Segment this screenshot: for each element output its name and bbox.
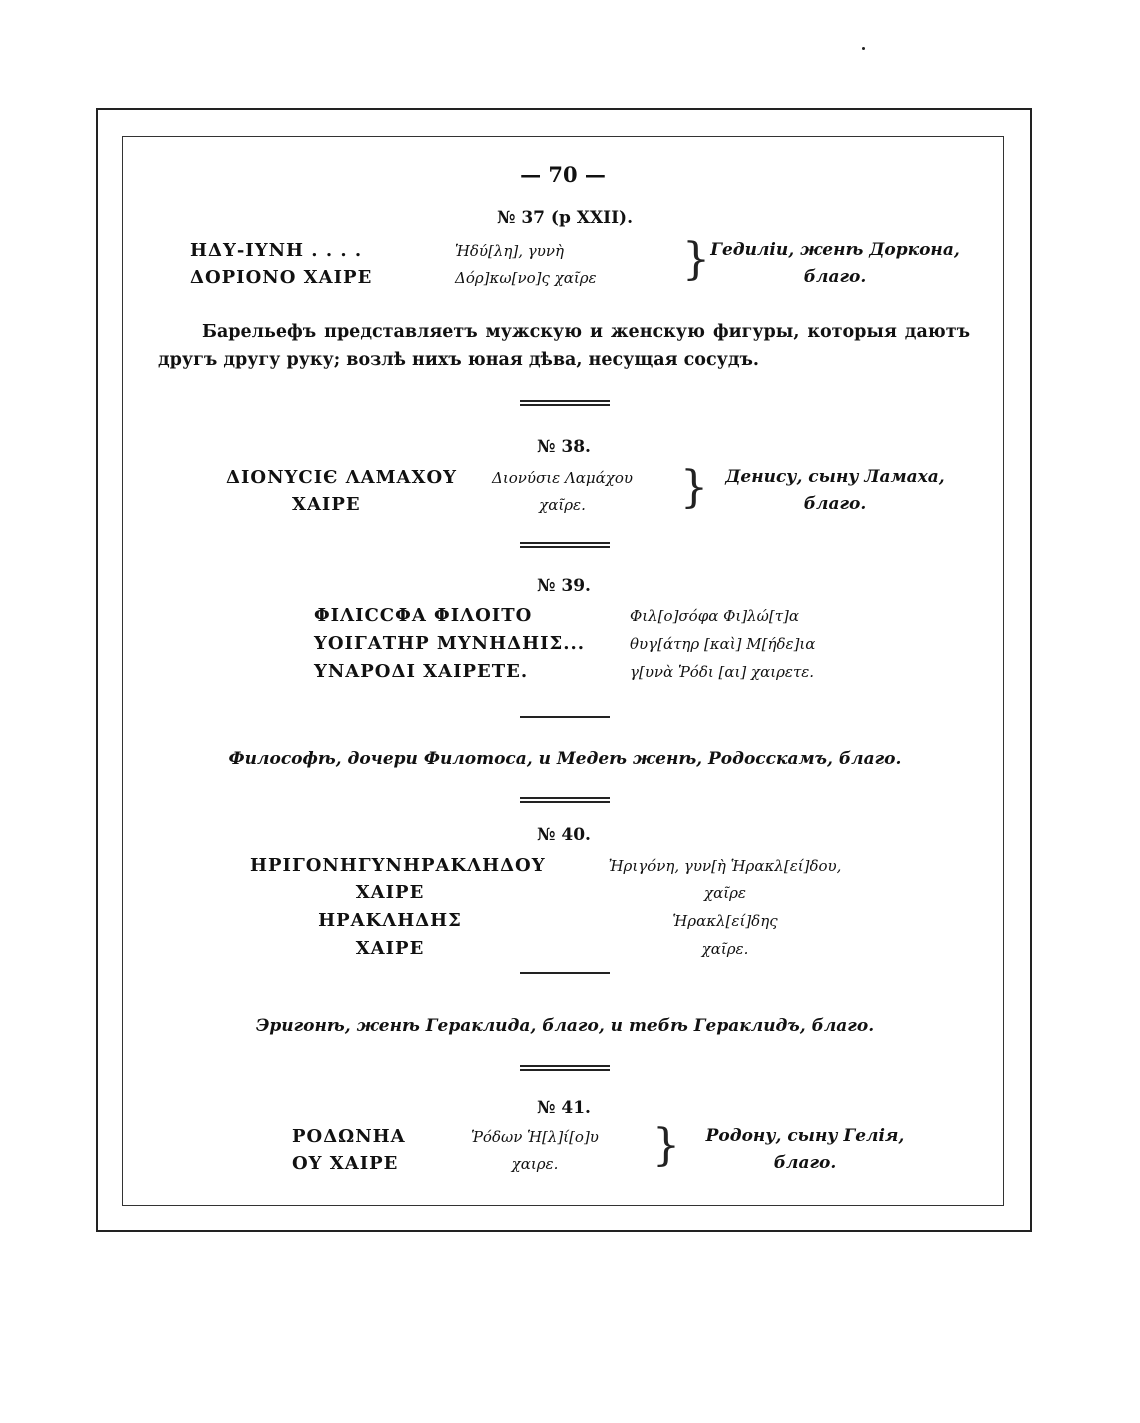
entry-38-inscription-line-2: ΧΑΙΡΕ (292, 494, 361, 515)
entry-40-inscription-line-3: ΗΡΑΚΛΗΔΗΣ (318, 910, 462, 931)
entry-38-brace: } (680, 462, 708, 513)
double-rule-divider (520, 797, 610, 803)
entry-40-translation: Эригонѣ, женѣ Гераклида, благо, и тебѣ Гераклидъ, благо. (255, 1016, 875, 1036)
page-number: — 70 — (520, 162, 606, 187)
stray-mark (862, 47, 865, 50)
entry-39-heading: № 39. (537, 576, 591, 596)
entry-39-inscription-line-2: ΥΟΙΓΑΤΗΡ ΜΥΝΗΔΗΙΣ... (314, 633, 586, 654)
entry-37-inscription-line-1: ΗΔΥ-ΙΥΝΗ . . . . (190, 240, 363, 261)
single-rule-divider (520, 716, 610, 718)
entry-38-transcription-line-2: χαῖρε. (539, 496, 586, 514)
entry-39-transcription-line-3: γ[υνὰ Ῥόδι [αι] χαιρετε. (630, 663, 815, 681)
entry-39-inscription-line-1: ΦΙΛΙCCΦΑ ΦΙΛΟΙΤΟ (314, 605, 533, 626)
entry-41-inscription-line-1: ΡΟΔΩΝΗΑ (292, 1126, 406, 1147)
single-rule-divider (520, 972, 610, 974)
entry-41-translation-line-1: Родону, сыну Гелія, (705, 1126, 905, 1146)
entry-39-translation: Философѣ, дочери Филотоса, и Медеѣ женѣ, Родосскамъ, благо. (228, 749, 902, 769)
entry-41-transcription-line-2: χαιρε. (511, 1155, 559, 1173)
entry-40-inscription-line-4: ΧΑΙΡΕ (355, 938, 425, 959)
entry-37-transcription-line-1: Ἡδύ[λη], γυνὴ (455, 242, 564, 260)
double-rule-divider (520, 400, 610, 406)
entry-40-inscription-line-1: ΗΡΙΓΟΝΗΓΥΝΗΡΑΚΛΗΔΟΥ (250, 855, 546, 876)
entry-37-brace: } (682, 234, 710, 285)
entry-40-heading: № 40. (537, 825, 591, 845)
entry-41-inscription-line-2: ΟΥ ΧΑΙΡΕ (292, 1153, 399, 1174)
entry-37-inscription-line-2: ΔΟΡΙΟΝΟ ΧΑΙΡΕ (190, 267, 373, 288)
entry-41-transcription-line-1: Ῥόδων Ἡ[λ]ί[ο]υ (471, 1128, 599, 1146)
entry-37-transcription-line-2: Δόρ]κω[νο]ς χαῖρε (455, 269, 597, 287)
double-rule-divider (520, 542, 610, 548)
entry-38-heading: № 38. (537, 437, 591, 457)
entry-37-heading: № 37 (р XXII). (496, 208, 634, 228)
entry-37-description: Барельефъ представляетъ мужскую и женскую фигуры, которыя даютъ другъ другу руку; возлѣ нихъ юная дѣва, несущая сосудъ. (158, 322, 970, 370)
entry-40-transcription-line-1: Ἠριγόνη, γυν[ὴ Ἡρακλ[εί]δου, (608, 857, 842, 875)
entry-37-translation-line-2: благо. (803, 267, 867, 287)
entry-39-transcription-line-1: Φιλ[ο]σόφα Φι]λώ[τ]α (630, 607, 799, 625)
entry-40-transcription-line-3: Ἡρακλ[εί]δης (672, 912, 778, 930)
entry-41-heading: № 41. (537, 1098, 591, 1118)
inner-page-frame (122, 136, 1004, 1206)
entry-38-inscription-line-1: ΔΙΟΝΥCΙЄ ΛΑΜΑΧΟΥ (226, 467, 458, 488)
entry-40-inscription-line-2: ΧΑΙΡΕ (355, 882, 425, 903)
entry-39-inscription-line-3: ΥΝΑΡΟΔΙ ΧΑΙΡΕΤΕ. (314, 661, 529, 682)
entry-37-translation-line-1: Гедиліи, женѣ Доркона, (710, 240, 960, 260)
entry-39-transcription-line-2: θυγ[άτηρ [καὶ] Μ[ήδε]ια (630, 635, 816, 653)
entry-38-translation-line-2: благо. (803, 494, 867, 514)
entry-41-brace: } (652, 1120, 680, 1171)
entry-40-transcription-line-4: χαῖρε. (701, 940, 749, 958)
entry-41-translation-line-2: благо. (773, 1153, 837, 1173)
entry-38-translation-line-1: Денису, сыну Ламаха, (725, 467, 945, 487)
double-rule-divider (520, 1065, 610, 1071)
entry-38-transcription-line-1: Διονύσιε Λαμάχου (492, 469, 633, 487)
entry-40-transcription-line-2: χαῖρε (704, 884, 746, 902)
